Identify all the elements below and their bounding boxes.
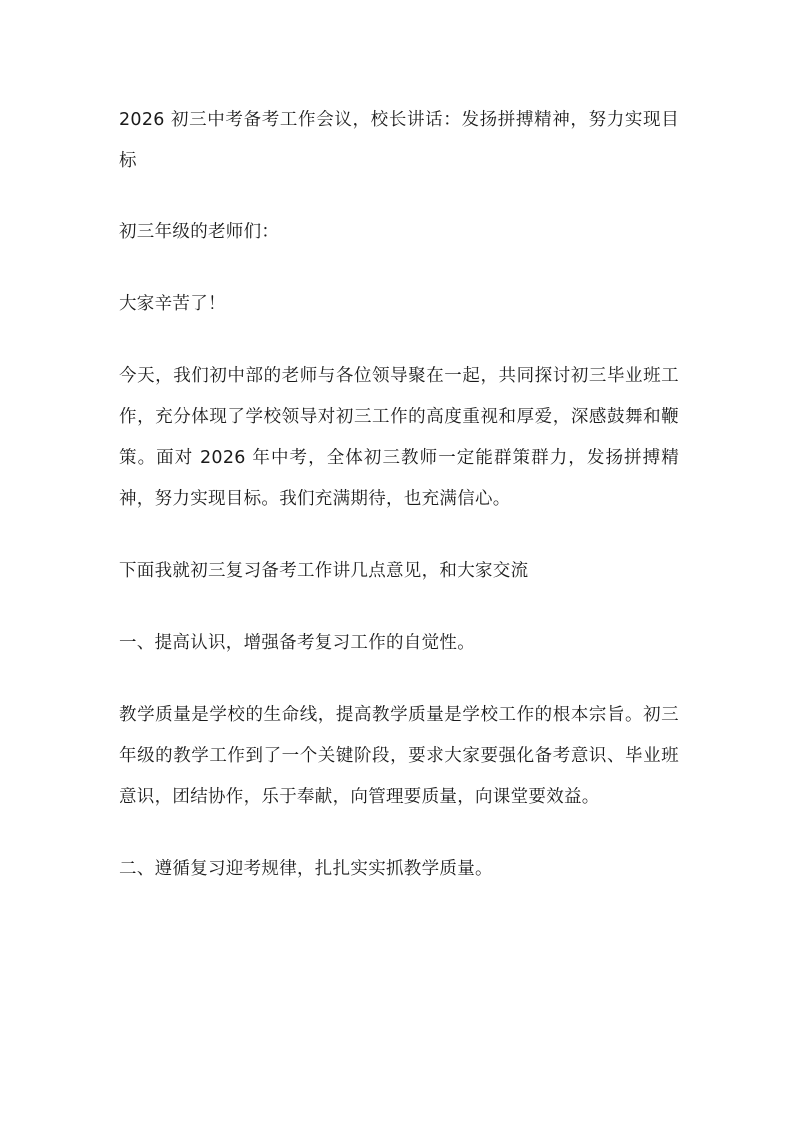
document-title: 2026 初三中考备考工作会议，校长讲话：发扬拼搏精神，努力实现目标: [119, 110, 679, 171]
salutation: 初三年级的老师们：: [119, 222, 280, 242]
section-1-paragraph: 教学质量是学校的生命线，提高教学质量是学校工作的根本宗旨。初三年级的教学工作到了一个关键阶段，要求大家要强化备考意识、毕业班意识，团结协作，乐于奉献，向管理要质量，向课堂要效益。: [119, 705, 679, 807]
transition-paragraph: 下面我就初三复习备考工作讲几点意见，和大家交流: [119, 561, 529, 581]
intro-paragraph: 今天，我们初中部的老师与各位领导聚在一起，共同探讨初三毕业班工作，充分体现了学校领导对初三工作的高度重视和厚爱，深感鼓舞和鞭策。面对 2026 年中考，全体初三教师一定能群策群力，发扬拼搏精神，努力实现目标。我们充满期待，也充满信心。: [119, 366, 679, 509]
greeting: 大家辛苦了！: [119, 294, 226, 314]
section-heading-1: 一、提高认识，增强备考复习工作的自觉性。: [119, 633, 475, 653]
document-body: [119, 100, 679, 921]
section-heading-2: 二、遵循复习迎考规律，扎扎实实抓教学质量。: [119, 859, 493, 879]
